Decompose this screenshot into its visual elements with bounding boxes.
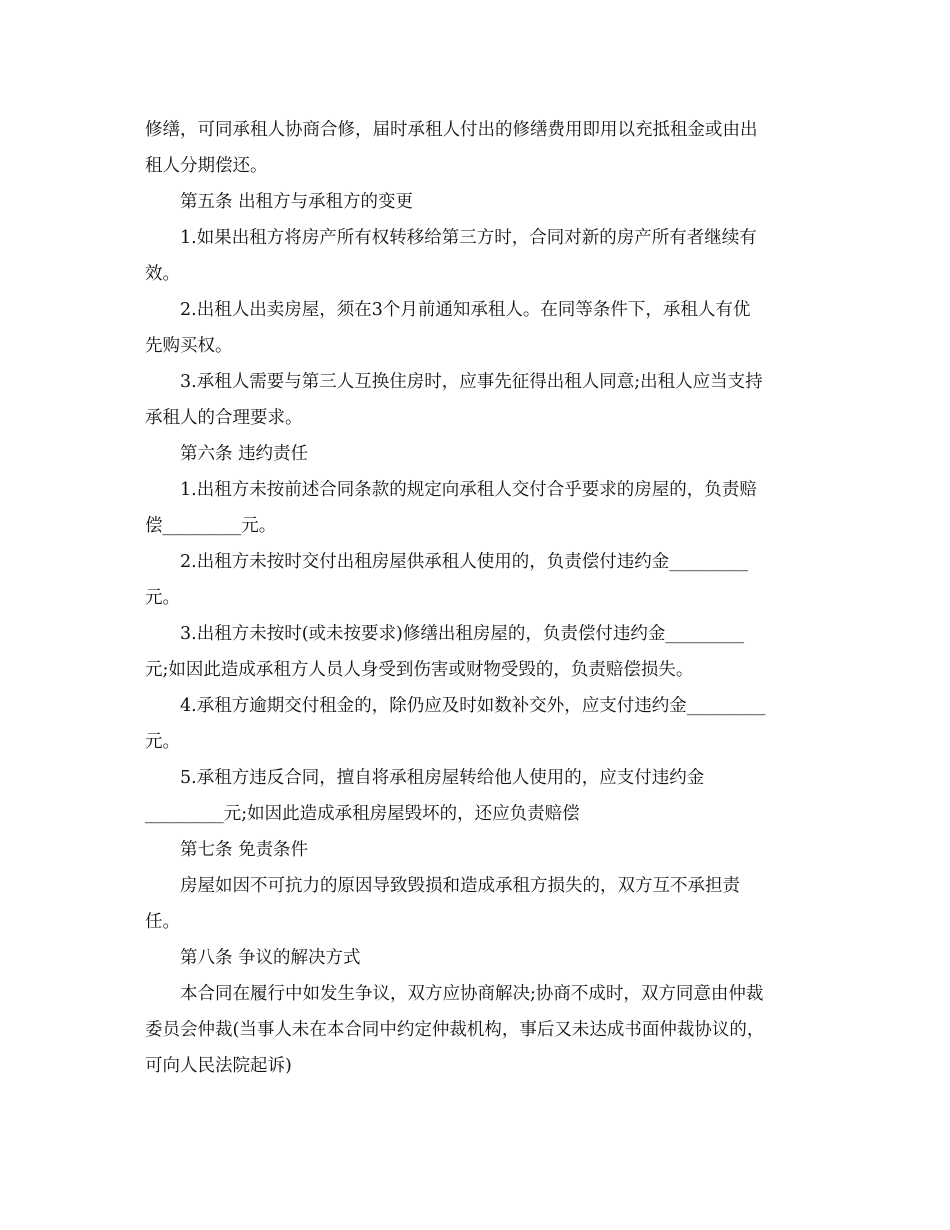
paragraph-line: _________元;如因此造成承租房屋毁坏的，还应负责赔偿	[145, 804, 580, 824]
paragraph-line: 可向人民法院起诉)	[145, 1056, 292, 1076]
paragraph-line: 委员会仲裁(当事人未在本合同中约定仲裁机构，事后又未达成书面仲裁协议的，	[145, 1020, 765, 1040]
paragraph-line: 元。	[145, 588, 180, 608]
paragraph-line: 1.如果出租方将房产所有权转移给第三方时，合同对新的房产所有者继续有	[180, 228, 757, 248]
paragraph-line: 1.出租方未按前述合同条款的规定向承租人交付合乎要求的房屋的，负责赔	[180, 480, 757, 500]
paragraph-line: 偿_________元。	[145, 516, 277, 536]
paragraph-line: 3.承租人需要与第三人互换住房时，应事先征得出租人同意;出租人应当支持	[180, 372, 763, 392]
paragraph-line: 元。	[145, 732, 180, 752]
paragraph-line: 2.出租方未按时交付出租房屋供承租人使用的，负责偿付违约金_________	[180, 552, 748, 572]
paragraph-line: 元;如因此造成承租方人员人身受到伤害或财物受毁的，负责赔偿损失。	[145, 660, 694, 680]
paragraph-line: 4.承租方逾期交付租金的，除仍应及时如数补交外，应支付违约金_________	[180, 696, 766, 716]
paragraph-line: 效。	[145, 264, 180, 284]
paragraph-line: 第五条 出租方与承租方的变更	[180, 192, 414, 212]
paragraph-line: 房屋如因不可抗力的原因导致毁损和造成承租方损失的，双方互不承担责	[180, 876, 740, 896]
paragraph-line: 3.出租方未按时(或未按要求)修缮出租房屋的，负责偿付违约金_________	[180, 624, 745, 644]
paragraph-line: 本合同在履行中如发生争议，双方应协商解决;协商不成时，双方同意由仲裁	[180, 984, 764, 1004]
paragraph-line: 第六条 违约责任	[180, 444, 309, 464]
paragraph-line: 2.出租人出卖房屋，须在3个月前通知承租人。在同等条件下，承租人有优	[180, 300, 751, 320]
paragraph-line: 承租人的合理要求。	[145, 408, 303, 428]
paragraph-line: 先购买权。	[145, 336, 233, 356]
paragraph-line: 第七条 免责条件	[180, 840, 309, 860]
paragraph-line: 修缮，可同承租人协商合修，届时承租人付出的修缮费用即用以充抵租金或由出	[145, 120, 758, 140]
paragraph-line: 5.承租方违反合同，擅自将承租房屋转给他人使用的，应支付违约金	[180, 768, 705, 788]
paragraph-line: 第八条 争议的解决方式	[180, 948, 361, 968]
paragraph-line: 任。	[145, 912, 180, 932]
paragraph-line: 租人分期偿还。	[145, 156, 268, 176]
